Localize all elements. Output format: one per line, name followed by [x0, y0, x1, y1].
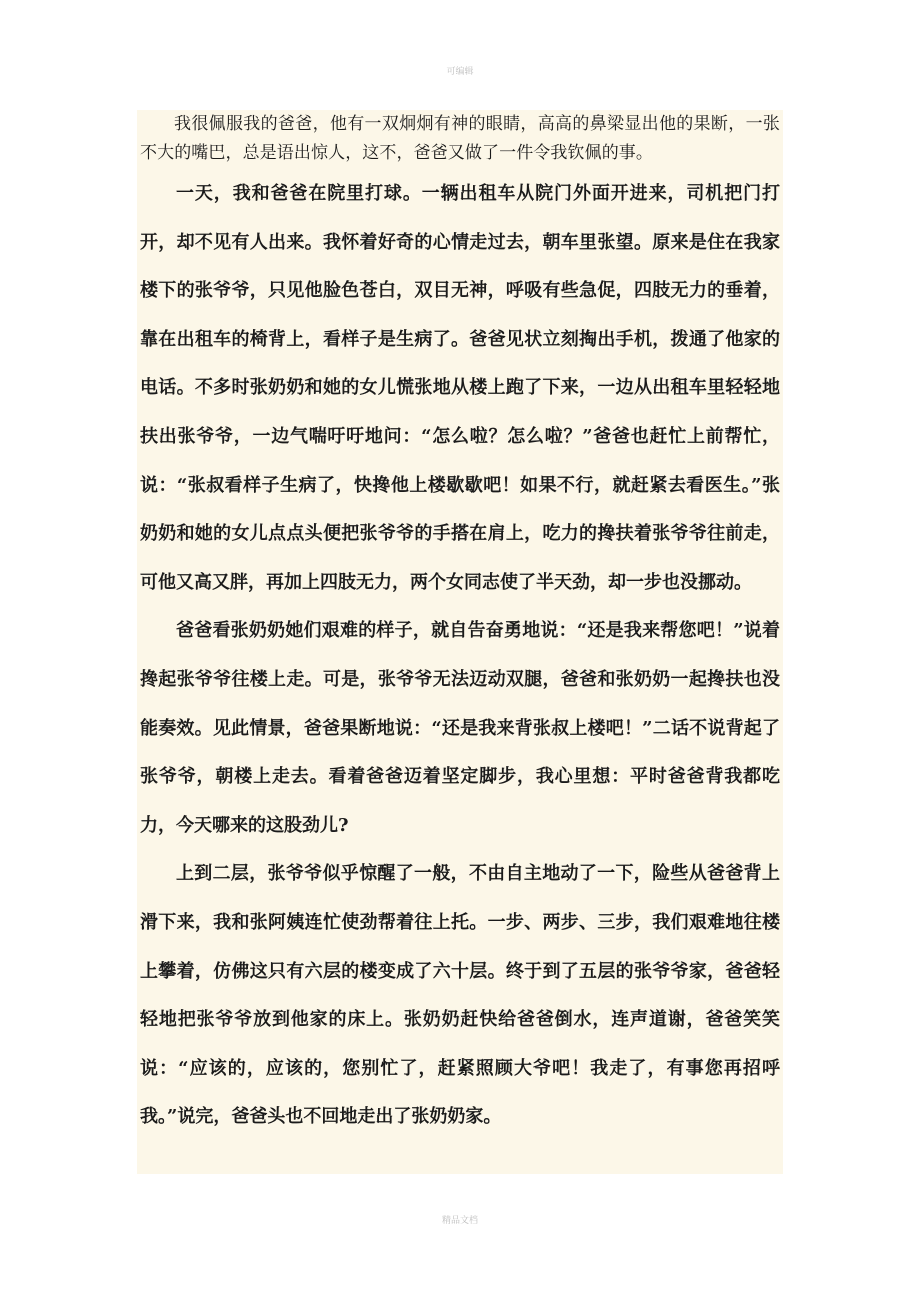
header-watermark: 可编辑: [446, 67, 474, 77]
paragraph-1: 一天，我和爸爸在院里打球。一辆出租车从院门外面开进来，司机把门打开，却不见有人出来。我怀着好奇的心情走过去，朝车里张望。原来是住在我家楼下的张爷爷，只见他脸色苍白，双目无神，呼吸有些急促，四肢无力的垂着，靠在出租车的椅背上，看样子是生病了。爸爸见状立刻掏出手机，拨通了他家的电话。不多时张奶奶和她的女儿慌张地从楼上跑了下来，一边从出租车里轻轻地扶出张爷爷，一边气喘吁吁地问：“怎么啦？怎么啦？”爸爸也赶忙上前帮忙，说：“张叔看样子生病了，快搀他上楼歇歇吧！如果不行，就赶紧去看医生。”张奶奶和她的女儿点点头便把张爷爷的手搭在肩上，吃力的搀扶着张爷爷往前走，可他又高又胖，再加上四肢无力，两个女同志使了半天劲，却一步也没挪动。: [140, 183, 780, 593]
article-body: [137, 110, 783, 1174]
paragraph-3: 上到二层，张爷爷似乎惊醒了一般，不由自主地动了一下，险些从爸爸背上滑下来，我和张阿姨连忙使劲帮着往上托。一步、两步、三步，我们艰难地往楼上攀着，仿佛这只有六层的楼变成了六十层。终于到了五层的张爷爷家，爸爸轻轻地把张爷爷放到他家的床上。张奶奶赶快给爸爸倒水，连声道谢，爸爸笑笑说：“应该的，应该的，您别忙了，赶紧照顾大爷吧！我走了，有事您再招呼我。”说完，爸爸头也不回地走出了张奶奶家。: [140, 863, 780, 1128]
paragraph-2: 爸爸看张奶奶她们艰难的样子，就自告奋勇地说：“还是我来帮您吧！”说着搀起张爷爷往楼上走。可是，张爷爷无法迈动双腿，爸爸和张奶奶一起搀扶也没能奏效。见此情景，爸爸果断地说：“还是我来背张叔上楼吧！”二话不说背起了张爷爷，朝楼上走去。看着爸爸迈着坚定脚步，我心里想：平时爸爸背我都吃力，今天哪来的这股劲儿?: [140, 620, 780, 836]
footer-watermark: 精品文档: [441, 1216, 478, 1226]
intro-paragraph: 我很佩服我的爸爸，他有一双炯炯有神的眼睛，高高的鼻梁显出他的果断，一张不大的嘴巴，总是语出惊人，这不，爸爸又做了一件令我钦佩的事。: [140, 114, 780, 163]
